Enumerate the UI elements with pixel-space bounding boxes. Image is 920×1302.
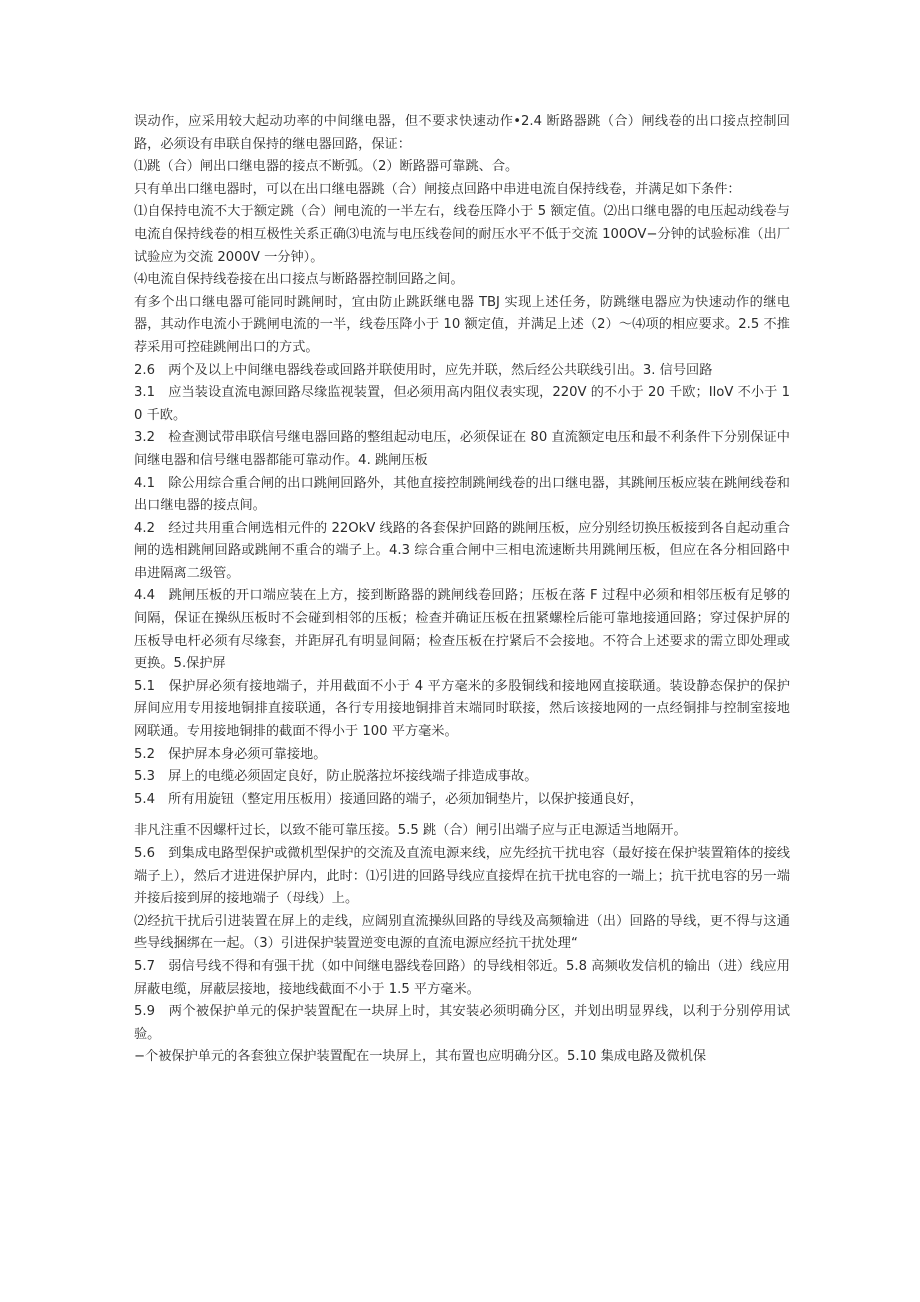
paragraph-3-1: 3.1 应当装设直流电源回路尽缘监视装置，但必须用高内阻仪表实现，220V 的不小于 20 千欧；IloV 不小于 10 千欧。	[134, 385, 790, 423]
paragraph-conditions-list: ⑴自保持电流不大于额定跳（合）闸电流的一半左右，线卷压降小于 5 额定值。⑵出口继电器的电压起动线卷与电流自保持线卷的相互极性关系正确⑶电流与电压线卷间的耐压水平不低于交流 100OV−分钟的试验标准（出厂试验应为交流 2000V 一分钟）。	[134, 204, 790, 265]
paragraph-2-6: 2.6 两个及以上中间继电器线卷或回路并联使用时，应先并联，然后经公共联线引出。3. 信号回路	[134, 362, 713, 378]
paragraph-5-6-2: ⑵经抗干扰后引进装置在屏上的走线，应阔别直流操纵回路的导线及高频输进（出）回路的导线，更不得与这通些导线捆绑在一起。（3）引进保护装置逆变电源的直流电源应经抗干扰处理“	[134, 913, 790, 952]
paragraph-3-2: 3.2 检查测试带串联信号继电器回路的整组起动电压，必须保证在 80 直流额定电压和最不利条件下分别保证中间继电器和信号继电器都能可靠动作。4. 跳闸压板	[134, 430, 790, 468]
paragraph-5-9-continued: −个被保护单元的各套独立保护装置配在一块屏上，其布置也应明确分区。5.10 集成电路及微机保	[134, 1049, 707, 1065]
paragraph-continuation-2-4: 误动作，应采用较大起动功率的中间继电器，但不要求快速动作•2.4 断路器跳（合）闸线卷的出口接点控制回路，必须设有串联自保持的继电器回路，保证：	[134, 114, 790, 152]
paragraph-5-9: 5.9 两个被保护单元的保护装置配在一块屏上时，其安装必须明确分区，并划出明显界线，以利于分别停用试验。	[134, 1004, 790, 1042]
paragraph-5-2: 5.2 保护屏本身必须可靠接地。	[134, 746, 327, 762]
paragraph-multiple-relays: 有多个出口继电器可能同时跳闸时，宜由防止跳跃继电器 TBJ 实现上述任务，防跳继电器应为快速动作的继电器，其动作电流小于跳闸电流的一半，线卷压降小于 10 额定值，并满足上述（2）～⑷项的相应要求。2.5 不推荐采用可控硅跳闸出口的方式。	[134, 294, 790, 355]
paragraph-condition-4: ⑷电流自保持线卷接在出口接点与断路器控制回路之间。	[134, 272, 464, 288]
paragraph-condition-1-2: ⑴跳（合）闸出口继电器的接点不断弧。（2）断路器可靠跳、合。	[134, 159, 519, 175]
paragraph-5-7: 5.7 弱信号线不得和有强干扰（如中间继电器线卷回路）的导线相邻近。5.8 高频收发信机的输出（进）线应用屏蔽电缆，屏蔽层接地，接地线截面不小于 1.5 平方毫米。	[134, 958, 790, 997]
document-body	[134, 111, 790, 1069]
paragraph-4-1: 4.1 除公用综合重合闸的出口跳闸回路外，其他直接控制跳闸线卷的出口继电器，其跳闸压板应装在跳闸线卷和出口继电器的接点间。	[134, 475, 790, 514]
paragraph-4-2: 4.2 经过共用重合闸选相元件的 22OkV 线路的各套保护回路的跳闸压板，应分别经切换压板接到各自起动重合闸的选相跳闸回路或跳闸不重合的端子上。4.3 综合重合闸中三相电流速断共用跳闸压板，但应在各分相回路中串进隔离二级管。	[134, 520, 790, 581]
paragraph-5-1: 5.1 保护屏必须有接地端子，并用截面不小于 4 平方毫米的多股铜线和接地网直接联通。装设静态保护的保护屏间应用专用接地铜排直接联通，各行专用接地铜排首末端同时联接，然后该接地网的一点经铜排与控制室接地网联通。专用接地铜排的截面不得小于 100 平方毫米。	[134, 678, 790, 740]
paragraph-5-4: 5.4 所有用旋钮（整定用压板用）接通回路的端子，必须加铜垫片，以保护接通良好，	[134, 791, 643, 807]
paragraph-4-4: 4.4 跳闸压板的开口端应装在上方，接到断路器的跳闸线卷回路；压板在落 F 过程中必须和相邻压板有足够的间隔，保证在操纵压板时不会碰到相邻的压板；检查并确证压板在扭紧螺栓后能可靠地接通回路；穿过保护屏的压板导电杆必须有尽缘套，并距屏孔有明显间隔；检查压板在拧紧后不会接地。不符合上述要求的需立即处理或更换。5.保护屏	[134, 588, 790, 672]
paragraph-5-4-continued: 非凡注重不因螺杆过长，以致不能可靠压接。5.5 跳（合）闸引出端子应与正电源适当地隔开。	[134, 823, 687, 839]
paragraph-5-3: 5.3 屏上的电缆必须固定良好，防止脱落拉坏接线端子排造成事故。	[134, 769, 538, 785]
paragraph-5-6: 5.6 到集成电路型保护或微机型保护的交流及直流电源来线，应先经抗干扰电容（最好接在保护装置箱体的接线端子上），然后才进进保护屏内，此时：⑴引进的回路导线应直接焊在抗干扰电容的一端上；抗干扰电容的另一端并接后接到屏的接地端子（母线）上。	[134, 846, 790, 907]
paragraph-single-relay: 只有单出口继电器时，可以在出口继电器跳（合）闸接点回路中串进电流自保持线卷，并满足如下条件：	[134, 181, 741, 197]
